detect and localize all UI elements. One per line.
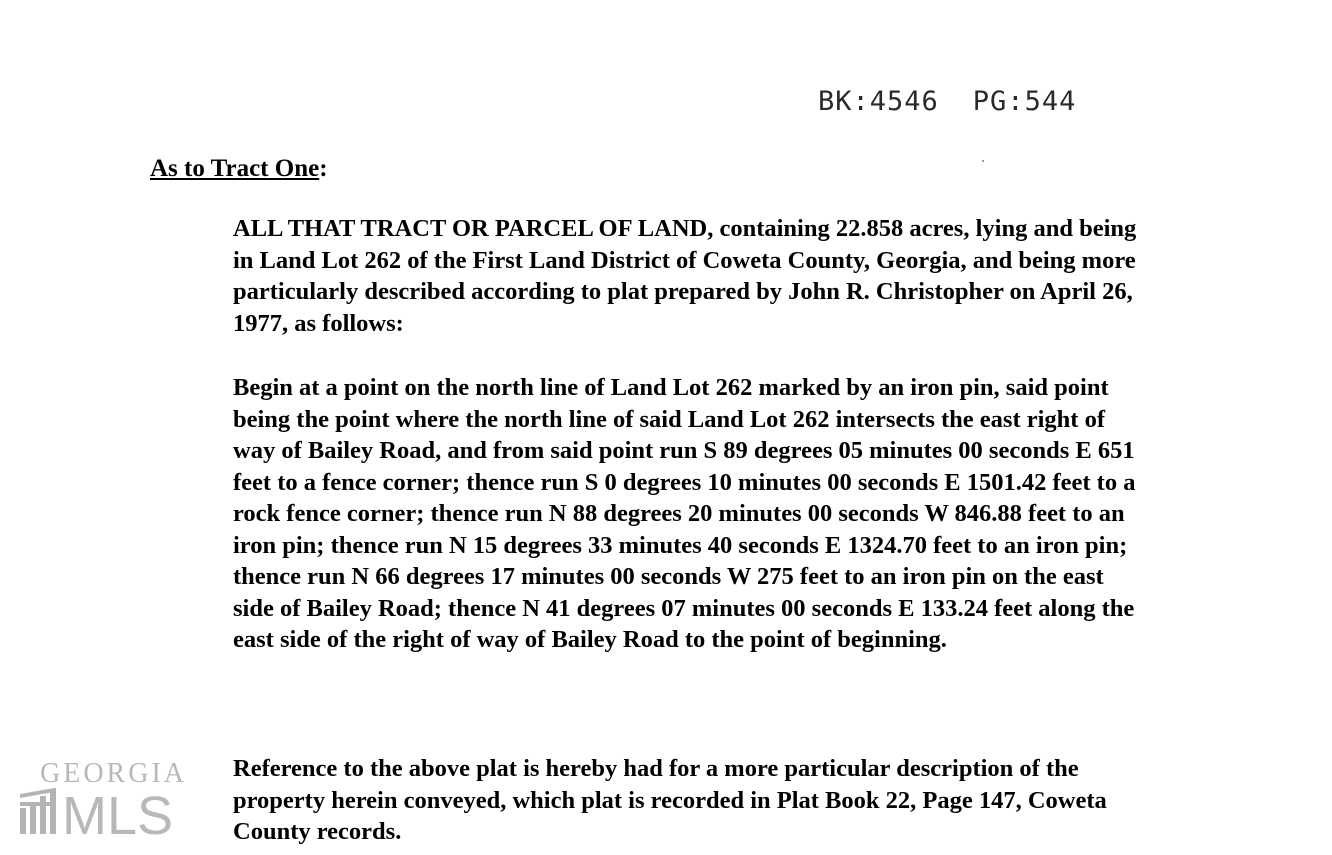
tract-heading [150,155,328,183]
page-number: PG:544 [972,86,1077,117]
watermark-mls: MLS [62,788,174,838]
book-page-stamp [818,86,1076,117]
watermark-state: GEORGIA [40,758,187,789]
tract-heading-colon: : [319,155,328,182]
tract-heading-text: As to Tract One [150,155,320,182]
book-number: BK:4546 [818,86,939,117]
georgia-mls-watermark [20,758,210,838]
scan-speck [982,160,984,162]
legal-description-metes-bounds: Begin at a point on the north line of Land Lot 262 marked by an iron pin, said point being the point where the north line of said Land Lot 262 intersects the east right of way of Bailey Road, and from said point run S 89 degrees 05 minutes 00 seconds E 651 feet to a fence corner; thence run S 0 degrees 10 minutes 00 seconds E 1501.42 feet to a rock fence corner; thence run N 88 degrees 20 minutes 00 seconds W 846.88 feet to an iron pin; thence run N 15 degrees 33 minutes 40 seconds E 1324.70 feet to an iron pin; thence run N 66 degrees 17 minutes 00 seconds W 275 feet to an iron pin on the east side of Bailey Road; thence N 41 degrees 07 minutes 00 seconds E 133.24 feet along the east side of the right of way of Bailey Road to the point of beginning. [233,374,1136,653]
plat-reference: Reference to the above plat is hereby had for a more particular description of the property herein conveyed, which plat is recorded in Plat Book 22, Page 147, Coweta County records. [233,755,1107,845]
legal-description-intro: ALL THAT TRACT OR PARCEL OF LAND, containing 22.858 acres, lying and being in Land Lot 262 of the First Land District of Coweta County, Georgia, and being more particularly described according to plat prepared by John R. Christopher on April 26, 1977, as follows: [233,215,1137,337]
mls-logo-icon [20,788,210,838]
